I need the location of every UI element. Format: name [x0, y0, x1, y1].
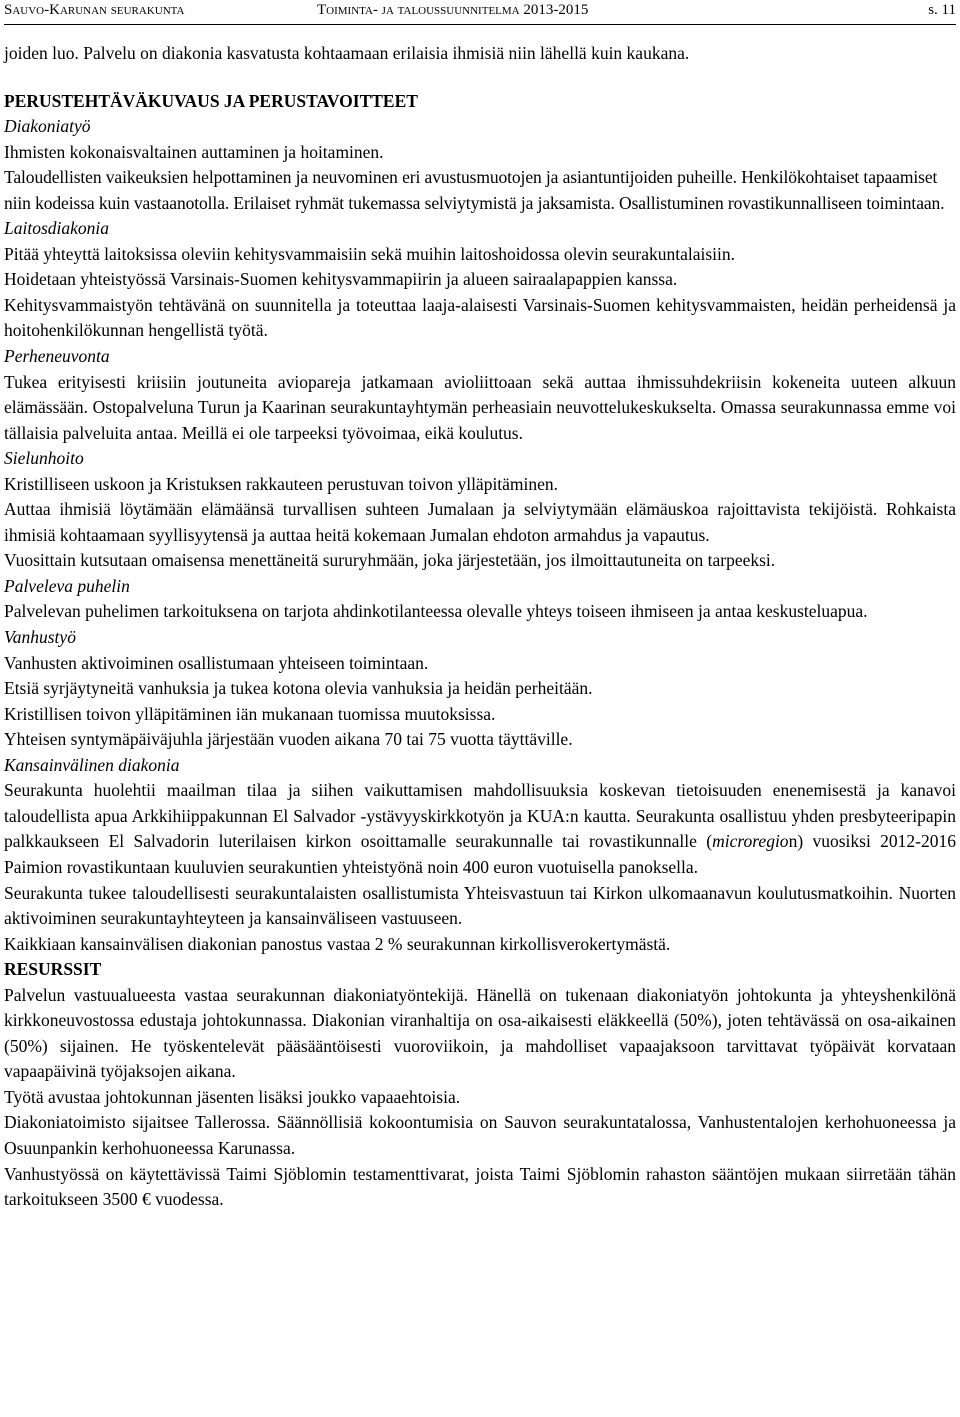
subheading-perheneuvonta: Perheneuvonta — [4, 346, 110, 367]
header-document-title: Toiminta- ja taloussuunnitelma 2013-2015 — [317, 2, 589, 18]
paragraph: Hoidetaan yhteistyössä Varsinais-Suomen kehitysvammapiirin ja alueen sairaalapappien kanssa. — [4, 269, 678, 290]
subheading-diakoniatyo: Diakoniatyö — [4, 116, 91, 137]
italic-term: microregio — [712, 831, 789, 852]
paragraph-text: Seurakunta huolehtii maailman tilaa ja siihen vaikuttamisen mahdollisuuksia koskevan tietoisuuden enenemisestä ja kanavoi taloudellista apua Arkkihiippakunnan El Salvador -ystävyyskirkkotyön ja KUA:n kautta. Seurakunta osallistuu yhden presbyteeripapin palkkaukseen El Salvadorin luterilaisen kirkon osoittamalle seurakunnalle tai rovastikunnalle ( — [4, 780, 956, 852]
page-body — [4, 41, 956, 1213]
paragraph: Kristilliseen uskoon ja Kristuksen rakkauteen perustuvan toivon ylläpitäminen. — [4, 473, 559, 494]
paragraph: Ihmisten kokonaisvaltainen auttaminen ja hoitaminen. — [4, 141, 384, 162]
paragraph: Taloudellisten vaikeuksien helpottaminen ja neuvominen eri avustusmuotojen ja asiantuntijoiden puheille. Henkilökohtaiset tapaamiset niin kodeissa kuin vastaanotolla. Erilaiset ryhmät tukemassa selviytymistä ja jaksamista. Osallistuminen rovastikunnalliseen toimintaan. — [4, 167, 945, 213]
subheading-palveleva-puhelin: Palveleva puhelin — [4, 575, 130, 596]
paragraph: Kaikkiaan kansainvälisen diakonian panostus vastaa 2 % seurakunnan kirkollisverokertymästä. — [4, 933, 671, 954]
paragraph: Kristillisen toivon ylläpitäminen iän mukanaan tuomissa muutoksissa. — [4, 703, 496, 724]
subheading-vanhustyo: Vanhustyö — [4, 627, 76, 648]
paragraph: Auttaa ihmisiä löytämään elämäänsä turvallisen suhteen Jumalaan ja selviytymään elämäuskoa rajoittavista tekijöistä. Rohkaista ihmisiä kohtaamaan syyllisyytensä ja auttaa heitä kokemaan Jumalan ehdoton armahdus ja vapautus. — [4, 499, 956, 545]
paragraph: Kehitysvammaistyön tehtävänä on suunnitella ja toteuttaa laaja-alaisesti Varsinais-Suomen kehitysvammaisten, heidän perheidensä ja hoitohenkilökunnan hengellistä työtä. — [4, 294, 956, 341]
subheading-sielunhoito: Sielunhoito — [4, 448, 84, 469]
page-header — [4, 2, 956, 25]
heading-resurssit: RESURSSIT — [4, 959, 102, 980]
paragraph: Vuosittain kutsutaan omaisensa menettäneitä sururyhmään, joka järjestetään, jos ilmoittautuneita on tarpeeksi. — [4, 550, 776, 571]
paragraph: Vanhustyössä on käytettävissä Taimi Sjöblomin testamenttivarat, joista Taimi Sjöblomin rahaston sääntöjen mukaan siirretään tähän tarkoitukseen 3500 € vuodessa. — [4, 1163, 956, 1210]
paragraph: Seurakunta tukee taloudellisesti seurakuntalaisten osallistumista Yhteisvastuun tai Kirkon ulkomaanavun koulutusmatkoihin. Nuorten aktivoiminen seurakuntayhteyteen ja kansainväliseen vastuuseen. — [4, 882, 956, 929]
paragraph: Palvelun vastuualueesta vastaa seurakunnan diakoniatyöntekijä. Hänellä on tukenaan diakoniatyön johtokunta ja yhteyshenkilönä kirkkoneuvostossa edustaja johtokunnassa. Diakonian viranhaltija on osa-aikaisesti eläkkeellä (50%), joten tehtävässä on osa-aikainen (50%) sijainen. He työskentelevät pääsääntöisesti vuoroviikoin, ja mahdolliset vapaajaksoon tarvittavat työpäivät korvataan vapaapäivinä työjaksojen aikana. — [4, 984, 956, 1082]
subheading-laitosdiakonia: Laitosdiakonia — [4, 218, 110, 239]
section-heading: PERUSTEHTÄVÄKUVAUS JA PERUSTAVOITTEET — [4, 90, 418, 111]
paragraph: Palvelevan puhelimen tarkoituksena on tarjota ahdinkotilanteessa olevalle yhteys toiseen ihmiseen ja antaa keskusteluapua. — [4, 601, 868, 622]
paragraph: Etsiä syrjäytyneitä vanhuksia ja tukea kotona olevia vanhuksia ja heidän perheitään. — [4, 678, 593, 699]
paragraph — [4, 778, 956, 880]
header-organization: Sauvo-Karunan seurakunta — [4, 2, 185, 18]
paragraph: Yhteisen syntymäpäiväjuhla järjestään vuoden aikana 70 tai 75 vuotta täyttäville. — [4, 729, 573, 750]
intro-paragraph: joiden luo. Palvelu on diakonia kasvatusta kohtaamaan erilaisia ihmisiä niin lähellä kuin kaukana. — [4, 43, 690, 63]
paragraph: Tukea erityisesti kriisiin joutuneita aviopareja jatkamaan avioliittoaan sekä auttaa ihmissuhdekriisin kokeneita uuteen alkuun elämässään. Ostopalveluna Turun ja Kaarinan seurakuntayhtymän perheasiain neuvottelukeskukselta. Omassa seurakunnassa emme voi tällaisia palveluita antaa. Meillä ei ole tarpeeksi työvoimaa, eikä koulutus. — [4, 371, 956, 443]
paragraph: Pitää yhteyttä laitoksissa oleviin kehitysvammaisiin sekä muihin laitoshoidossa olevin seurakuntalaisiin. — [4, 243, 736, 264]
paragraph-text: n) vuosiksi 2012-2016 Paimion rovastikuntaan kuuluvien seurakuntien yhteistyönä noin 400 euron vuotuisella panoksella. — [4, 831, 957, 877]
subheading-kansainvalinen-diakonia: Kansainvälinen diakonia — [4, 754, 180, 775]
paragraph: Vanhusten aktivoiminen osallistumaan yhteiseen toimintaan. — [4, 652, 429, 673]
paragraph: Työtä avustaa johtokunnan jäsenten lisäksi joukko vapaaehtoisia. — [4, 1086, 461, 1107]
header-page-number: s. 11 — [928, 2, 956, 18]
paragraph: Diakoniatoimisto sijaitsee Tallerossa. Säännöllisiä kokoontumisia on Sauvon seurakuntatalossa, Vanhustentalojen kerhohuoneessa ja Osuunpankin kerhohuoneessa Karunassa. — [4, 1112, 956, 1158]
